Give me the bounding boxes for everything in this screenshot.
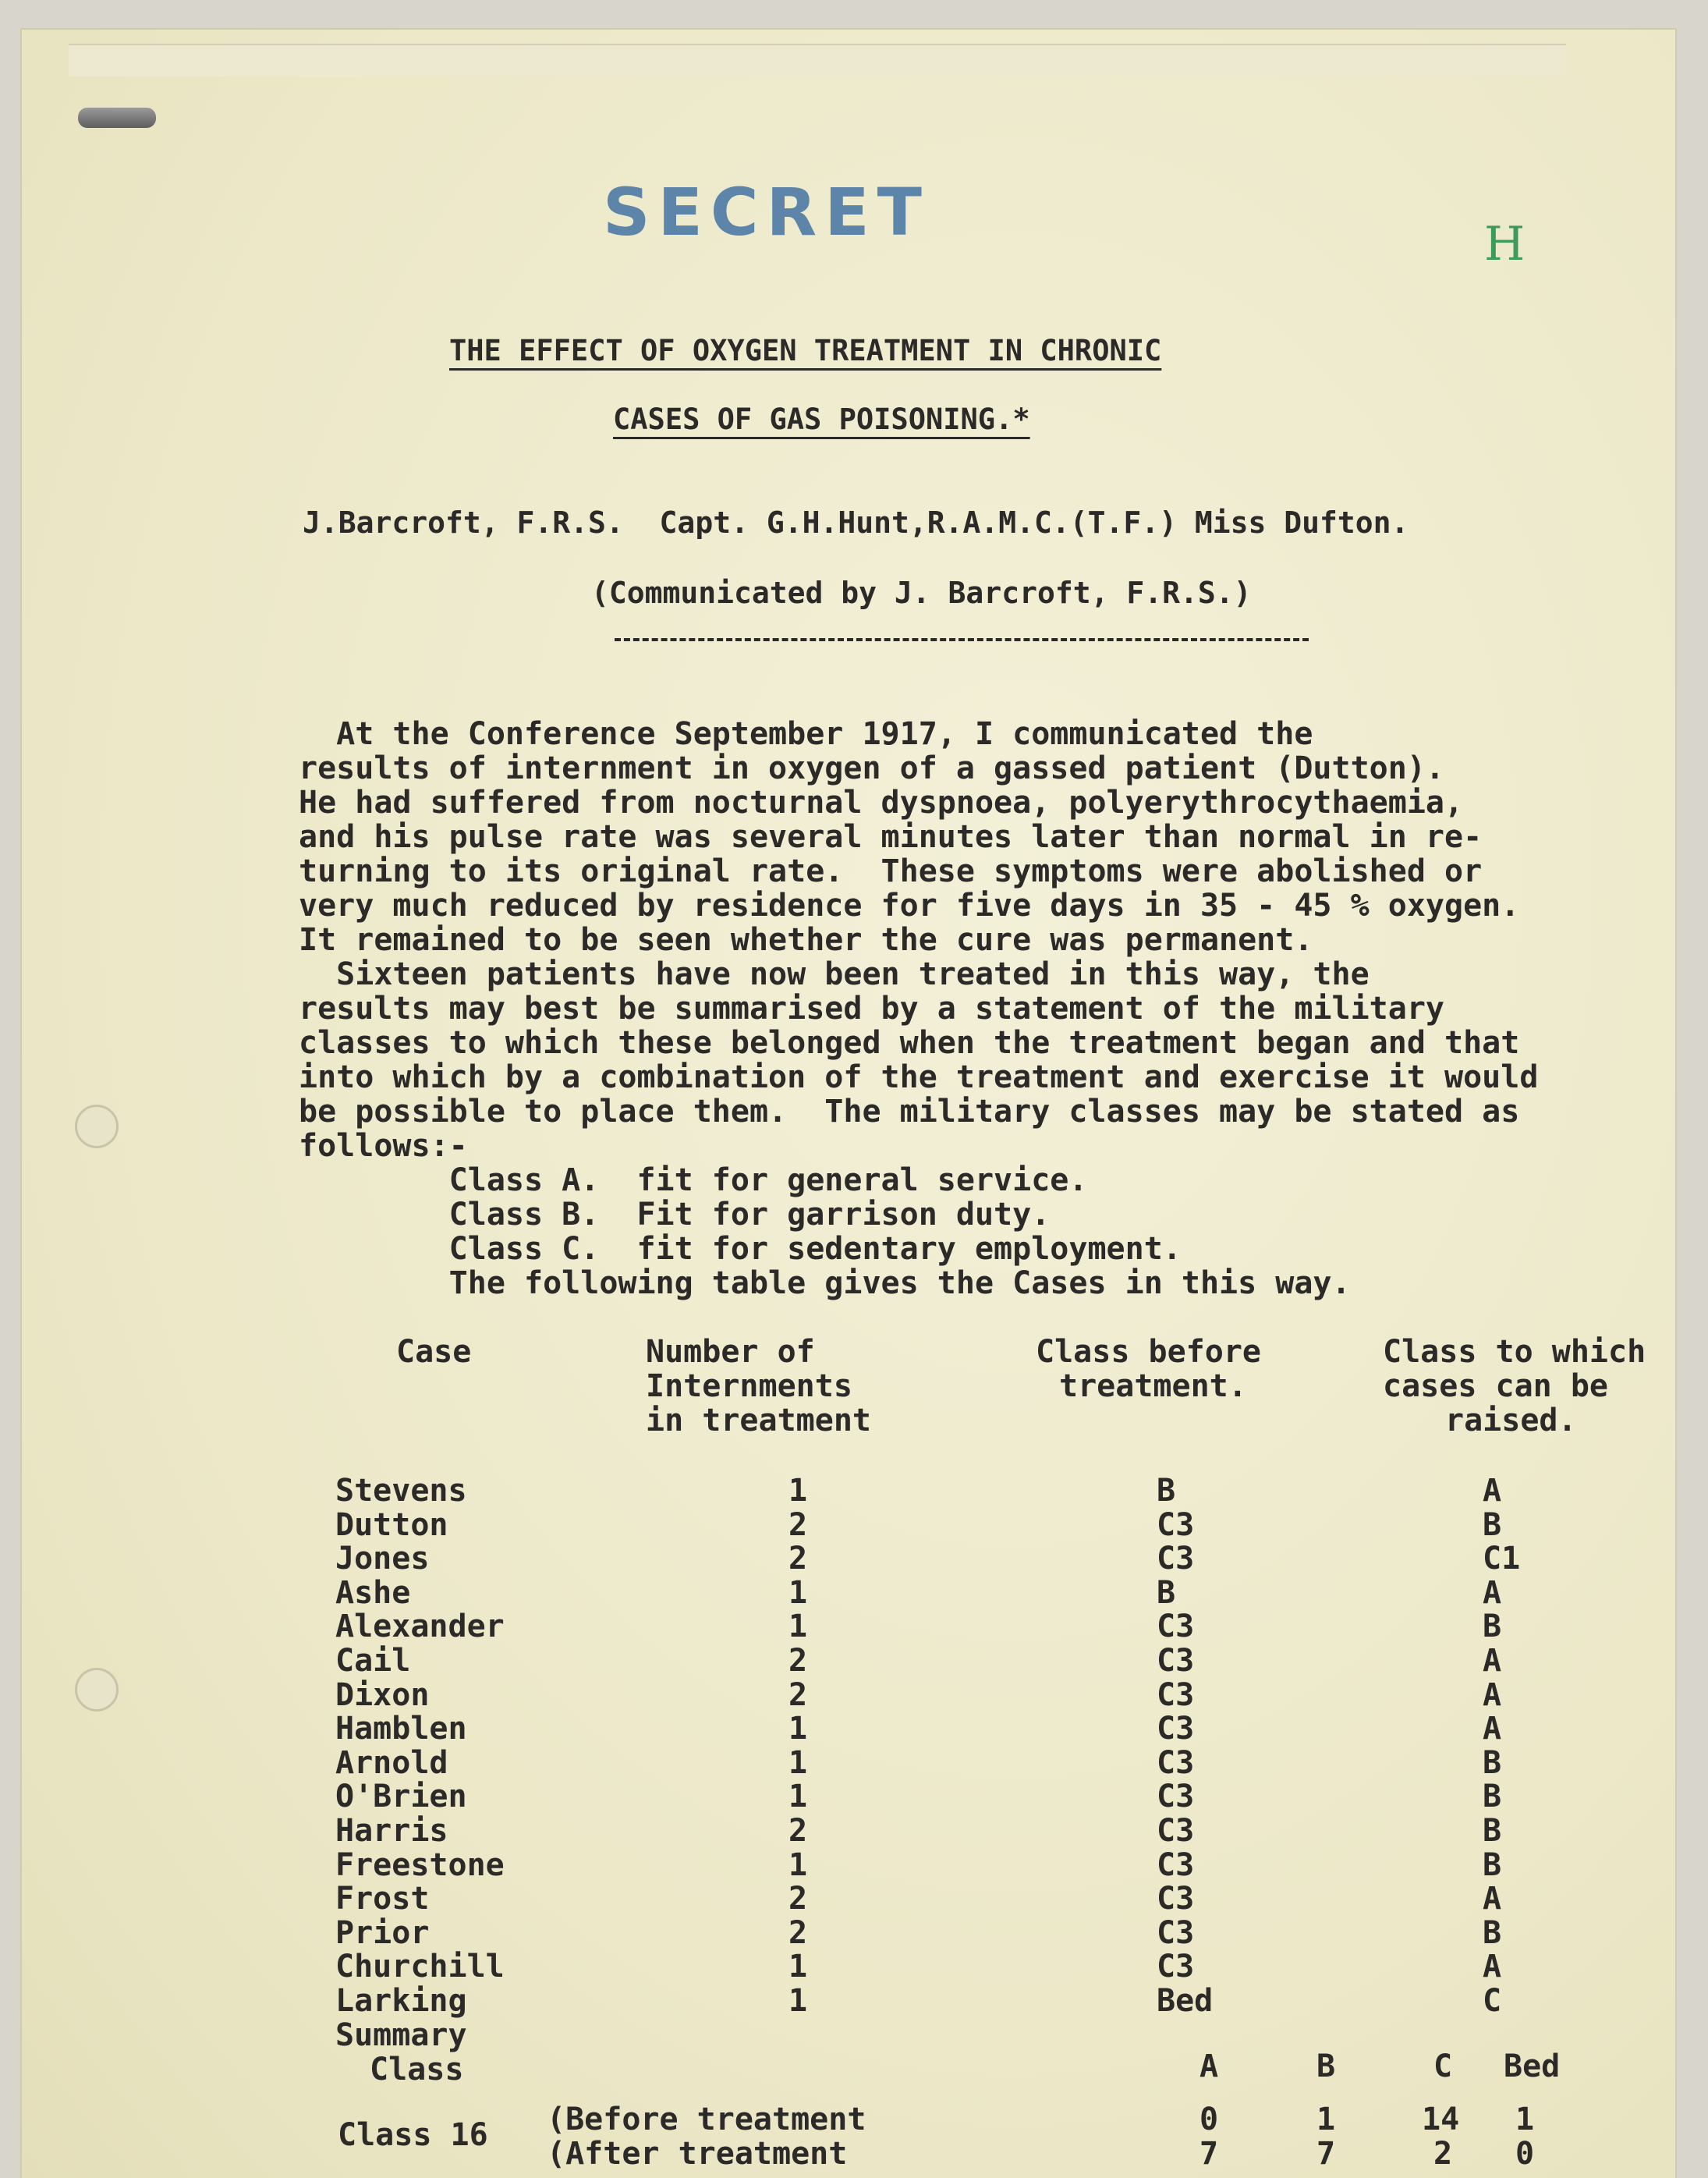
class-after: A bbox=[1483, 1643, 1502, 1679]
case-name: Alexander bbox=[335, 1609, 505, 1645]
summary-after-bed: 0 bbox=[1515, 2136, 1535, 2172]
class-before: C3 bbox=[1157, 1744, 1195, 1781]
case-name: Hamblen bbox=[335, 1711, 467, 1747]
communicated-by: (Communicated by J. Barcroft, F.R.S.) bbox=[591, 576, 1252, 610]
summary-before-b: 1 bbox=[1316, 2102, 1336, 2137]
body-line: very much reduced by residence for five days in 35 - 45 % oxygen. bbox=[299, 888, 1520, 924]
class-after: A bbox=[1483, 1473, 1502, 1509]
class-after: B bbox=[1483, 1779, 1502, 1815]
summary-before-c: 14 bbox=[1422, 2102, 1460, 2137]
class-before: Bed bbox=[1157, 1983, 1214, 2019]
body-line: He had suffered from nocturnal dyspnoea, polyerythrocythaemia, bbox=[299, 785, 1464, 821]
paper-clip-icon bbox=[78, 108, 156, 128]
header-after-1: Class to which bbox=[1383, 1334, 1646, 1370]
body-line: into which by a combination of the treatment and exercise it would bbox=[299, 1059, 1539, 1095]
header-internments-2: Internments bbox=[646, 1368, 852, 1404]
punch-hole-icon bbox=[75, 1668, 119, 1712]
case-name: Cail bbox=[335, 1643, 411, 1679]
class-after: C bbox=[1483, 1983, 1502, 2019]
summary-after-b: 7 bbox=[1316, 2136, 1336, 2172]
case-name: Stevens bbox=[335, 1473, 467, 1509]
class-after: C1 bbox=[1483, 1541, 1521, 1577]
header-after-2: cases can be bbox=[1383, 1368, 1608, 1404]
class-after: A bbox=[1483, 1676, 1502, 1713]
margin-mark: H bbox=[1484, 217, 1526, 271]
internment-count: 1 bbox=[788, 1609, 808, 1645]
internment-count: 1 bbox=[788, 1949, 808, 1985]
class-after: B bbox=[1483, 1506, 1502, 1543]
case-name: Ashe bbox=[335, 1574, 411, 1611]
class-before: C3 bbox=[1157, 1541, 1195, 1577]
summary-before-label: (Before treatment bbox=[547, 2102, 866, 2137]
case-name: Dixon bbox=[335, 1676, 430, 1713]
class-before: C3 bbox=[1157, 1643, 1195, 1679]
class-before: C3 bbox=[1157, 1813, 1195, 1849]
internment-count: 2 bbox=[788, 1643, 808, 1679]
class-before: C3 bbox=[1157, 1881, 1195, 1917]
class-before: B bbox=[1157, 1473, 1176, 1509]
class-before: C3 bbox=[1157, 1711, 1195, 1747]
summary-label: Summary bbox=[335, 2017, 467, 2053]
case-name: Frost bbox=[335, 1881, 430, 1917]
internment-count: 1 bbox=[788, 1846, 808, 1883]
class-after: B bbox=[1483, 1846, 1502, 1883]
case-name: Prior bbox=[335, 1914, 430, 1951]
header-before-1: Class before bbox=[1036, 1334, 1261, 1370]
class-before: C3 bbox=[1157, 1779, 1195, 1815]
internment-count: 1 bbox=[788, 1744, 808, 1781]
body-line: Class B. Fit for garrison duty. bbox=[299, 1197, 1051, 1233]
title-line-1: THE EFFECT OF OXYGEN TREATMENT IN CHRONIC bbox=[449, 334, 1162, 367]
case-name: Larking bbox=[335, 1983, 467, 2019]
body-line: The following table gives the Cases in this way. bbox=[299, 1265, 1351, 1301]
underlying-sheet bbox=[69, 44, 1566, 76]
class-after: B bbox=[1483, 1609, 1502, 1645]
body-line: At the Conference September 1917, I communicated the bbox=[299, 716, 1313, 752]
internment-count: 1 bbox=[788, 1574, 808, 1611]
summary-before-a: 0 bbox=[1199, 2102, 1219, 2137]
class-before: C3 bbox=[1157, 1846, 1195, 1883]
body-line: classes to which these belonged when the treatment began and that bbox=[299, 1025, 1520, 1061]
secret-stamp: SECRET bbox=[603, 174, 930, 250]
body-line: It remained to be seen whether the cure was permanent. bbox=[299, 922, 1313, 958]
case-name: Jones bbox=[335, 1541, 430, 1577]
internment-count: 1 bbox=[788, 1779, 808, 1815]
summary-col-bed: Bed bbox=[1504, 2049, 1561, 2084]
summary-class-label: Class bbox=[370, 2052, 464, 2088]
punch-hole-icon bbox=[75, 1105, 119, 1148]
title-line-2: CASES OF GAS POISONING.* bbox=[613, 403, 1030, 436]
body-line: turning to its original rate. These symptoms were abolished or bbox=[299, 853, 1483, 889]
case-name: Churchill bbox=[335, 1949, 505, 1985]
body-line: Class C. fit for sedentary employment. bbox=[299, 1231, 1182, 1267]
class-after: A bbox=[1483, 1574, 1502, 1611]
internment-count: 1 bbox=[788, 1983, 808, 2019]
summary-col-b: B bbox=[1316, 2049, 1336, 2084]
header-before-2: treatment. bbox=[1059, 1368, 1247, 1404]
internment-count: 2 bbox=[788, 1914, 808, 1951]
class-after: B bbox=[1483, 1813, 1502, 1849]
internment-count: 2 bbox=[788, 1676, 808, 1713]
class-before: C3 bbox=[1157, 1949, 1195, 1985]
internment-count: 2 bbox=[788, 1541, 808, 1577]
class-after: A bbox=[1483, 1881, 1502, 1917]
body-line: follows:- bbox=[299, 1128, 468, 1164]
class-after: B bbox=[1483, 1744, 1502, 1781]
body-line: results of internment in oxygen of a gassed patient (Dutton). bbox=[299, 750, 1445, 786]
header-after-3: raised. bbox=[1445, 1403, 1577, 1438]
summary-col-a: A bbox=[1199, 2049, 1219, 2084]
header-internments-1: Number of bbox=[646, 1334, 815, 1370]
class-after: B bbox=[1483, 1914, 1502, 1951]
body-line: and his pulse rate was several minutes later than normal in re- bbox=[299, 819, 1483, 855]
summary-after-label: (After treatment bbox=[547, 2136, 848, 2172]
summary-before-bed: 1 bbox=[1515, 2102, 1535, 2137]
class-before: B bbox=[1157, 1574, 1176, 1611]
case-name: Freestone bbox=[335, 1846, 505, 1883]
document-page bbox=[22, 30, 1675, 2178]
internment-count: 1 bbox=[788, 1711, 808, 1747]
header-internments-3: in treatment bbox=[646, 1403, 871, 1438]
internment-count: 2 bbox=[788, 1506, 808, 1543]
case-name: Harris bbox=[335, 1813, 448, 1849]
separator-dashes bbox=[615, 638, 1309, 641]
class-before: C3 bbox=[1157, 1506, 1195, 1543]
header-case: Case bbox=[396, 1334, 472, 1370]
case-name: O'Brien bbox=[335, 1779, 467, 1815]
body-line: Sixteen patients have now been treated in this way, the bbox=[299, 956, 1370, 992]
body-line: Class A. fit for general service. bbox=[299, 1162, 1088, 1198]
class-after: A bbox=[1483, 1711, 1502, 1747]
summary-after-a: 7 bbox=[1199, 2136, 1219, 2172]
body-line: be possible to place them. The military classes may be stated as bbox=[299, 1094, 1520, 1130]
class-after: A bbox=[1483, 1949, 1502, 1985]
case-name: Dutton bbox=[335, 1506, 448, 1543]
class-before: C3 bbox=[1157, 1676, 1195, 1713]
summary-col-c: C bbox=[1433, 2049, 1453, 2084]
internment-count: 2 bbox=[788, 1881, 808, 1917]
authors: J.Barcroft, F.R.S. Capt. G.H.Hunt,R.A.M.C.(T.F.) Miss Dufton. bbox=[303, 505, 1409, 540]
class-before: C3 bbox=[1157, 1609, 1195, 1645]
internment-count: 2 bbox=[788, 1813, 808, 1849]
class-before: C3 bbox=[1157, 1914, 1195, 1951]
body-line: results may best be summarised by a statement of the military bbox=[299, 991, 1445, 1027]
summary-after-c: 2 bbox=[1433, 2136, 1453, 2172]
summary-class-count: Class 16 bbox=[338, 2117, 488, 2153]
case-name: Arnold bbox=[335, 1744, 448, 1781]
internment-count: 1 bbox=[788, 1473, 808, 1509]
